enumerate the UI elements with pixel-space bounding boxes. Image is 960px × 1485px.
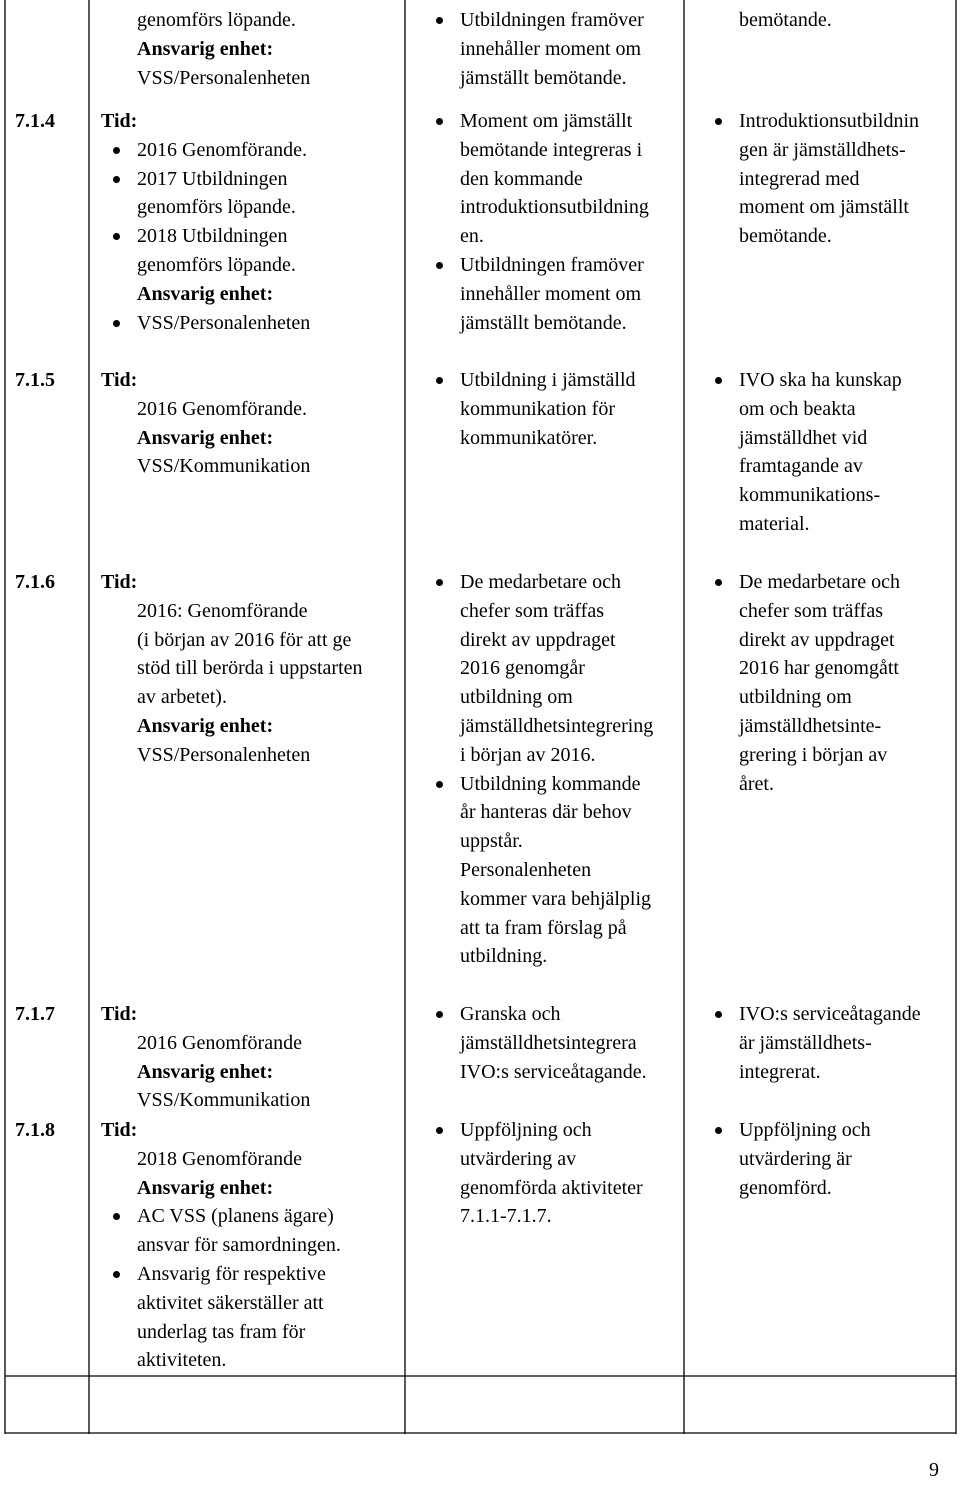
- text-line: [703, 712, 900, 741]
- text-line: [703, 1174, 871, 1203]
- bullet-icon: [715, 118, 722, 125]
- row-1-col1-cell: [101, 107, 310, 337]
- text: De medarbetare och: [460, 571, 622, 593]
- bullet-icon: [436, 118, 443, 125]
- text-line: [703, 1000, 921, 1029]
- text-line: [424, 683, 653, 712]
- text-line: [101, 1260, 341, 1289]
- section-number: 7.1.7: [15, 1003, 55, 1025]
- row-1-col3-cell: [703, 107, 919, 251]
- text: De medarbetare och: [739, 571, 901, 593]
- text-line: [424, 770, 653, 799]
- text: VSS/Personalenheten: [137, 311, 311, 334]
- row-5-col3-cell: [703, 1116, 871, 1202]
- text-line: [424, 1029, 647, 1058]
- text: innehåller moment om: [460, 37, 642, 60]
- text-line: [101, 1202, 341, 1231]
- text-line: [101, 280, 310, 309]
- text-line: [703, 1029, 921, 1058]
- text-line: [703, 424, 902, 453]
- text: är jämställdhets-: [739, 1031, 872, 1054]
- text-line: [424, 1202, 643, 1231]
- text-line: [101, 222, 310, 251]
- bullet-icon: [436, 579, 443, 586]
- text-line: [424, 35, 644, 64]
- row-3-col1-cell: [101, 568, 363, 770]
- text-line: [101, 1174, 341, 1203]
- text-line: [424, 309, 649, 338]
- text-line: [424, 827, 653, 856]
- text: chefer som träffas: [739, 599, 884, 622]
- text: 2018 Genomförande: [137, 1147, 302, 1170]
- text-line: [424, 251, 649, 280]
- text-line: [424, 366, 636, 395]
- text-line: [101, 64, 310, 93]
- text-line: [101, 395, 310, 424]
- text-line: [703, 222, 919, 251]
- text: (i början av 2016 för att ge: [137, 628, 352, 651]
- text: direkt av uppdraget: [739, 628, 895, 651]
- row-2-col3-cell: [703, 366, 902, 539]
- text: Ansvarig enhet:: [137, 426, 274, 449]
- text: Tid:: [101, 369, 138, 391]
- text: direkt av uppdraget: [460, 628, 616, 651]
- text-line: [101, 136, 310, 165]
- text: material.: [739, 512, 810, 535]
- text: underlag tas fram för: [137, 1320, 306, 1343]
- bullet-icon: [715, 1127, 722, 1134]
- text: Ansvarig enhet:: [137, 37, 274, 60]
- text-line: [101, 1029, 310, 1058]
- text: chefer som träffas: [460, 599, 605, 622]
- text-line: [703, 510, 902, 539]
- bullet-icon: [113, 147, 120, 154]
- text-line: [424, 597, 653, 626]
- text-line: [424, 1000, 647, 1029]
- text: Utbildningen framöver: [460, 9, 644, 31]
- text-line: [101, 452, 310, 481]
- text: aktivitet säkerställer att: [137, 1291, 324, 1314]
- text: utbildning.: [460, 945, 548, 968]
- text-line: [424, 1145, 643, 1174]
- text-line: [703, 107, 919, 136]
- text-line: [703, 481, 902, 510]
- text-line: [703, 568, 900, 597]
- bullet-icon: [436, 17, 443, 24]
- text-line: [101, 1231, 341, 1260]
- text: Ansvarig enhet:: [137, 1060, 274, 1083]
- text: Utbildning kommande: [460, 772, 641, 795]
- text-line: [101, 597, 363, 626]
- text-line: [101, 35, 310, 64]
- text: Ansvarig enhet:: [137, 282, 274, 305]
- text: jämställt bemötande.: [460, 66, 627, 89]
- text: en.: [460, 225, 484, 248]
- text: Utbildning i jämställd: [460, 369, 636, 391]
- text: integrerad med: [739, 167, 860, 190]
- text: utvärdering är: [739, 1147, 852, 1170]
- bullet-icon: [113, 320, 120, 327]
- text-line: [101, 1086, 310, 1115]
- text: utbildning om: [739, 686, 852, 709]
- text: innehåller moment om: [460, 282, 642, 305]
- text-line: [703, 193, 919, 222]
- text: bemötande.: [739, 225, 832, 248]
- text-line: [101, 165, 310, 194]
- bullet-icon: [436, 377, 443, 384]
- text-line: [101, 424, 310, 453]
- text: bemötande integreras i: [460, 138, 643, 161]
- text-line: [424, 165, 649, 194]
- text: jämställdhetsintegrering: [460, 714, 654, 737]
- text: jämställt bemötande.: [460, 311, 627, 334]
- text-line: [424, 914, 653, 943]
- text-line: [101, 683, 363, 712]
- text: kommunikation för: [460, 397, 615, 420]
- text: IVO ska ha kunskap: [739, 369, 902, 391]
- text: 2016 Genomförande: [137, 1031, 302, 1054]
- text-line: [101, 1145, 341, 1174]
- bullet-icon: [113, 176, 120, 183]
- text-line: [703, 1145, 871, 1174]
- text-line: [101, 1058, 310, 1087]
- row-4-col3-cell: [703, 1000, 921, 1086]
- text-line: [101, 193, 310, 222]
- text: Introduktionsutbildnin: [739, 110, 919, 132]
- text-line: [101, 366, 310, 395]
- text-line: [424, 280, 649, 309]
- text: gen är jämställdhets-: [739, 138, 906, 161]
- text: uppstår.: [460, 830, 523, 853]
- text-line: [424, 6, 644, 35]
- text-line: [101, 107, 310, 136]
- row-0-col3-cell: [703, 6, 832, 35]
- text-line: [101, 712, 363, 741]
- text-line: [703, 395, 902, 424]
- text: jämställdhet vid: [739, 426, 868, 449]
- text-line: [424, 193, 649, 222]
- bullet-icon: [436, 1011, 443, 1018]
- text: genomförd.: [739, 1176, 832, 1199]
- text-line: [703, 165, 919, 194]
- bullet-icon: [113, 1271, 120, 1278]
- text: om och beakta: [739, 397, 856, 420]
- row-2-col1-cell: [101, 366, 310, 481]
- text: IVO:s serviceåtagande.: [460, 1060, 647, 1083]
- text-line: [424, 626, 653, 655]
- bullet-icon: [113, 233, 120, 240]
- text: Uppföljning och: [739, 1119, 871, 1141]
- text-line: [424, 136, 649, 165]
- text-line: [101, 1116, 341, 1145]
- text: moment om jämställt: [739, 196, 909, 219]
- text: år hanteras där behov: [460, 801, 632, 824]
- text-line: [424, 424, 636, 453]
- text: aktiviteten.: [137, 1349, 227, 1372]
- row-5-col1-cell: [101, 1116, 341, 1375]
- text: Granska och: [460, 1003, 561, 1025]
- text-line: [703, 654, 900, 683]
- text-line: [424, 741, 653, 770]
- text: Ansvarig enhet:: [137, 714, 274, 737]
- text: 7.1.1-7.1.7.: [460, 1205, 552, 1228]
- text: genomförs löpande.: [137, 253, 296, 276]
- text: VSS/Personalenheten: [137, 66, 311, 89]
- bullet-icon: [436, 262, 443, 269]
- row-4-col2-cell: [424, 1000, 647, 1086]
- text: Ansvarig enhet:: [137, 1176, 274, 1199]
- text-line: [703, 597, 900, 626]
- text: Tid:: [101, 1003, 138, 1025]
- text: genomförda aktiviteter: [460, 1176, 643, 1199]
- row-3-col2-cell: [424, 568, 653, 971]
- text: grering i början av: [739, 743, 888, 766]
- text: 2017 Utbildningen: [137, 167, 288, 190]
- text-line: [424, 568, 653, 597]
- text: utbildning om: [460, 686, 573, 709]
- text: integrerat.: [739, 1060, 821, 1083]
- text: IVO:s serviceåtagande: [739, 1003, 921, 1025]
- text: introduktionsutbildning: [460, 196, 649, 219]
- bullet-icon: [715, 377, 722, 384]
- text: genomförs löpande.: [137, 9, 296, 31]
- text-line: [424, 885, 653, 914]
- row-4-col1-cell: [101, 1000, 310, 1115]
- text: kommunikatörer.: [460, 426, 598, 449]
- text-line: [703, 366, 902, 395]
- text: VSS/Personalenheten: [137, 743, 311, 766]
- text-line: [424, 64, 644, 93]
- section-number: 7.1.8: [15, 1119, 55, 1141]
- text-line: [424, 798, 653, 827]
- text: 2016 Genomförande.: [137, 397, 307, 420]
- bullet-icon: [436, 1127, 443, 1134]
- section-number: 7.1.6: [15, 571, 55, 593]
- text-line: [101, 309, 310, 338]
- text-line: [101, 654, 363, 683]
- text: AC VSS (planens ägare): [137, 1205, 334, 1228]
- text-line: [703, 741, 900, 770]
- text: året.: [739, 772, 774, 795]
- text: 2018 Utbildningen: [137, 225, 288, 248]
- text-line: [703, 452, 902, 481]
- text-line: [424, 1058, 647, 1087]
- text: utvärdering av: [460, 1147, 577, 1170]
- text-line: [101, 741, 363, 770]
- text: kommunikations-: [739, 484, 881, 507]
- text: Moment om jämställt: [460, 110, 633, 132]
- text: Tid:: [101, 110, 138, 132]
- row-1-col2-cell: [424, 107, 649, 337]
- row-0-col1-cell: [101, 6, 310, 92]
- text: kommer vara behjälplig: [460, 887, 652, 910]
- text-line: [703, 626, 900, 655]
- text-line: [424, 712, 653, 741]
- text: Tid:: [101, 1119, 138, 1141]
- text: i början av 2016.: [460, 743, 596, 766]
- text-line: [101, 6, 310, 35]
- text-line: [424, 856, 653, 885]
- text: VSS/Kommunikation: [137, 1089, 311, 1112]
- text-line: [703, 136, 919, 165]
- text-line: [703, 770, 900, 799]
- text-line: [703, 6, 832, 35]
- text: Uppföljning och: [460, 1119, 592, 1141]
- text-line: [703, 1116, 871, 1145]
- text-line: [703, 683, 900, 712]
- bullet-icon: [715, 579, 722, 586]
- text: Tid:: [101, 571, 138, 593]
- row-2-col2-cell: [424, 366, 636, 452]
- text-line: [101, 1289, 341, 1318]
- text: 2016 genomgår: [460, 657, 585, 680]
- bullet-icon: [715, 1011, 722, 1018]
- row-5-col2-cell: [424, 1116, 643, 1231]
- text: jämställdhetsintegrera: [460, 1031, 637, 1054]
- text-line: [424, 1116, 643, 1145]
- text-line: [101, 626, 363, 655]
- text: Personalenheten: [460, 858, 592, 881]
- text: att ta fram förslag på: [460, 916, 627, 939]
- text: Ansvarig för respektive: [137, 1262, 326, 1285]
- text-line: [101, 1318, 341, 1347]
- section-number: 7.1.5: [15, 369, 55, 391]
- text-line: [424, 395, 636, 424]
- text: framtagande av: [739, 455, 863, 478]
- bullet-icon: [113, 1213, 120, 1220]
- text: stöd till berörda i uppstarten: [137, 657, 363, 680]
- text: VSS/Kommunikation: [137, 455, 311, 478]
- row-3-col3-cell: [703, 568, 900, 798]
- text-line: [424, 654, 653, 683]
- text-line: [101, 251, 310, 280]
- text: den kommande: [460, 167, 583, 190]
- text-line: [424, 107, 649, 136]
- text-line: [703, 1058, 921, 1087]
- bullet-icon: [436, 781, 443, 788]
- text: 2016: Genomförande: [137, 599, 308, 622]
- text: 2016 har genomgått: [739, 657, 899, 680]
- text: av arbetet).: [137, 686, 227, 709]
- text-line: [424, 222, 649, 251]
- text-line: [101, 1346, 341, 1375]
- text: Utbildningen framöver: [460, 253, 644, 276]
- text-line: [101, 568, 363, 597]
- text: jämställdhetsinte-: [739, 714, 882, 737]
- page-number: 9: [929, 1459, 939, 1481]
- text-line: [101, 1000, 310, 1029]
- text: ansvar för samordningen.: [137, 1234, 341, 1257]
- text-line: [424, 942, 653, 971]
- text: 2016 Genomförande.: [137, 138, 307, 161]
- text: genomförs löpande.: [137, 196, 296, 219]
- row-0-col2-cell: [424, 6, 644, 92]
- text-line: [424, 1174, 643, 1203]
- text: bemötande.: [739, 9, 832, 31]
- section-number: 7.1.4: [15, 110, 55, 132]
